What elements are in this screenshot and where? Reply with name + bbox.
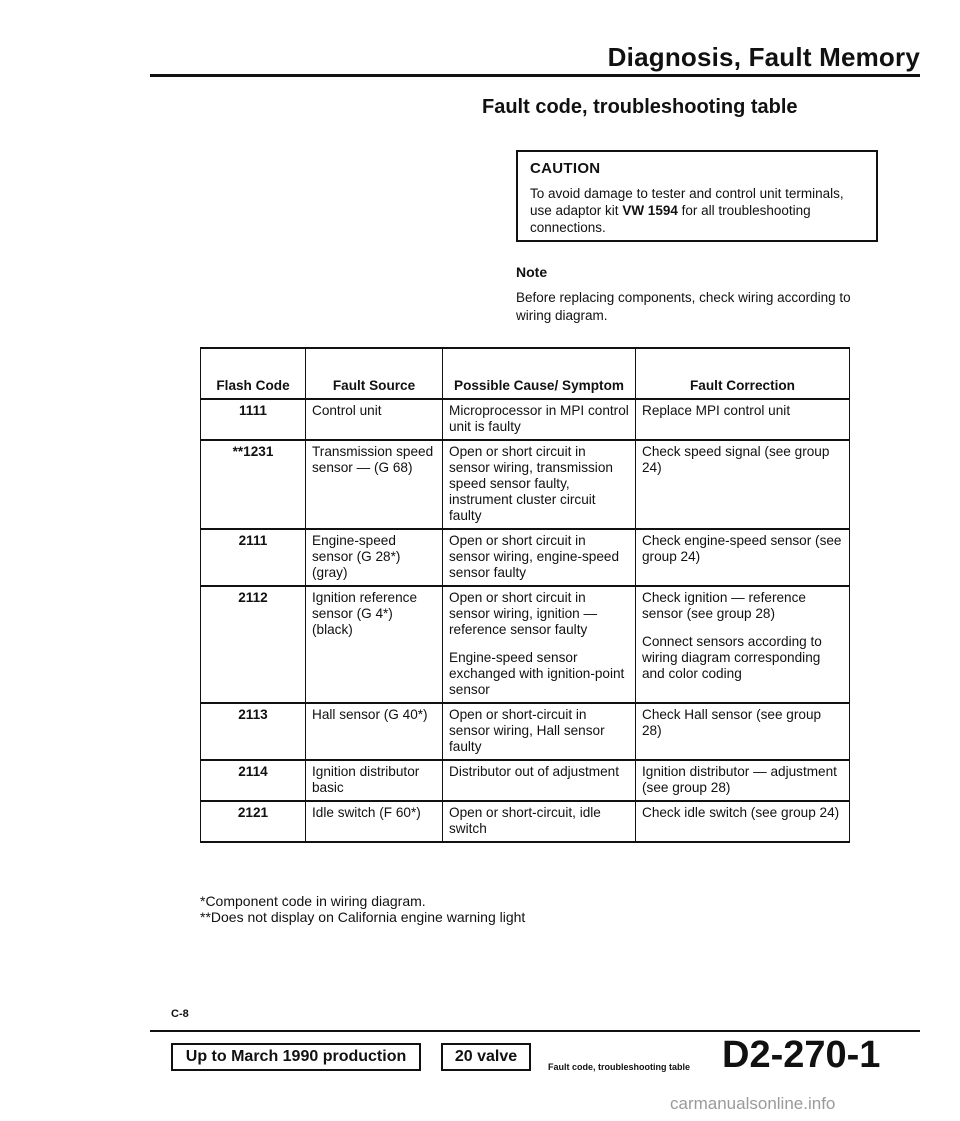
- header-flash-code: Flash Code: [201, 348, 306, 399]
- table-row: [201, 703, 850, 760]
- footnote-california: **Does not display on California engine warning light: [200, 909, 526, 925]
- footer-caption: Fault code, troubleshooting table: [548, 1062, 691, 1072]
- caution-text: To avoid damage to tester and control unit terminals, use adaptor kit VW 1594 for all troubleshooting connections.: [530, 186, 844, 235]
- flash-code: **1231: [201, 440, 306, 529]
- flash-code: 2112: [201, 586, 306, 703]
- possible-cause: [443, 586, 636, 703]
- table-row: [201, 399, 850, 440]
- production-badge: Up to March 1990 production: [171, 1043, 421, 1071]
- header-possible-cause: Possible Cause/ Symptom: [443, 348, 636, 399]
- fault-correction: Check Hall sensor (see group 28): [636, 703, 850, 760]
- table-header-row: [201, 348, 850, 399]
- header-fault-correction: Fault Correction: [636, 348, 850, 399]
- fault-correction-item: Connect sensors according to wiring diagram corresponding and color coding: [642, 634, 822, 681]
- table-row: [201, 440, 850, 529]
- header-fault-source: Fault Source: [306, 348, 443, 399]
- possible-cause-item: Open or short circuit in sensor wiring, ignition — reference sensor faulty: [449, 590, 598, 637]
- possible-cause: Open or short circuit in sensor wiring, engine-speed sensor faulty: [443, 529, 636, 586]
- watermark-text: carmanualsonline.info: [670, 1094, 836, 1113]
- possible-cause-item: Engine-speed sensor exchanged with ignition-point sensor: [449, 650, 625, 697]
- fault-source: Control unit: [306, 399, 443, 440]
- fault-correction-item: Check ignition — reference sensor (see group 28): [642, 590, 806, 621]
- flash-code: 2121: [201, 801, 306, 842]
- fault-correction: Replace MPI control unit: [636, 399, 850, 440]
- possible-cause: Distributor out of adjustment: [443, 760, 636, 801]
- section-title: Fault code, troubleshooting table: [482, 96, 798, 118]
- page-reference: C-8: [171, 1008, 189, 1020]
- table-row: [201, 529, 850, 586]
- fault-source: Ignition distributor basic: [306, 760, 443, 801]
- fault-correction: Check speed signal (see group 24): [636, 440, 850, 529]
- fault-correction: Ignition distributor — adjustment (see group 28): [636, 760, 850, 801]
- fault-source: Hall sensor (G 40*): [306, 703, 443, 760]
- note-title: Note: [516, 264, 548, 280]
- fault-correction: [636, 586, 850, 703]
- note-text: Before replacing components, check wiring according to wiring diagram.: [516, 290, 851, 323]
- fault-source: Idle switch (F 60*): [306, 801, 443, 842]
- possible-cause: Open or short-circuit in sensor wiring, Hall sensor faulty: [443, 703, 636, 760]
- possible-cause: Open or short-circuit, idle switch: [443, 801, 636, 842]
- caution-title: CAUTION: [530, 160, 601, 177]
- table-row: [201, 760, 850, 801]
- flash-code: 2113: [201, 703, 306, 760]
- valve-badge: 20 valve: [441, 1043, 531, 1071]
- caution-tool: VW 1594: [622, 203, 678, 218]
- footnotes: [200, 893, 525, 925]
- flash-code: 2111: [201, 529, 306, 586]
- flash-code: 1111: [201, 399, 306, 440]
- fault-correction: Check idle switch (see group 24): [636, 801, 850, 842]
- fault-source: Engine-speed sensor (G 28*) (gray): [306, 529, 443, 586]
- page-number: D2-270-1: [722, 1034, 881, 1076]
- table-row: [201, 586, 850, 703]
- possible-cause: Open or short circuit in sensor wiring, transmission speed sensor faulty, instrument cluster circuit faulty: [443, 440, 636, 529]
- flash-code: 2114: [201, 760, 306, 801]
- footnote-component-code: *Component code in wiring diagram.: [200, 893, 426, 909]
- table-row: [201, 801, 850, 842]
- fault-source: Transmission speed sensor — (G 68): [306, 440, 443, 529]
- fault-correction: Check engine-speed sensor (see group 24): [636, 529, 850, 586]
- page-header-title: Diagnosis, Fault Memory: [607, 42, 920, 72]
- possible-cause: Microprocessor in MPI control unit is faulty: [443, 399, 636, 440]
- fault-source: Ignition reference sensor (G 4*) (black): [306, 586, 443, 703]
- footer-rule: [150, 1030, 920, 1032]
- header-rule: [150, 74, 920, 77]
- caution-box: [516, 150, 878, 242]
- fault-code-table: [200, 347, 850, 843]
